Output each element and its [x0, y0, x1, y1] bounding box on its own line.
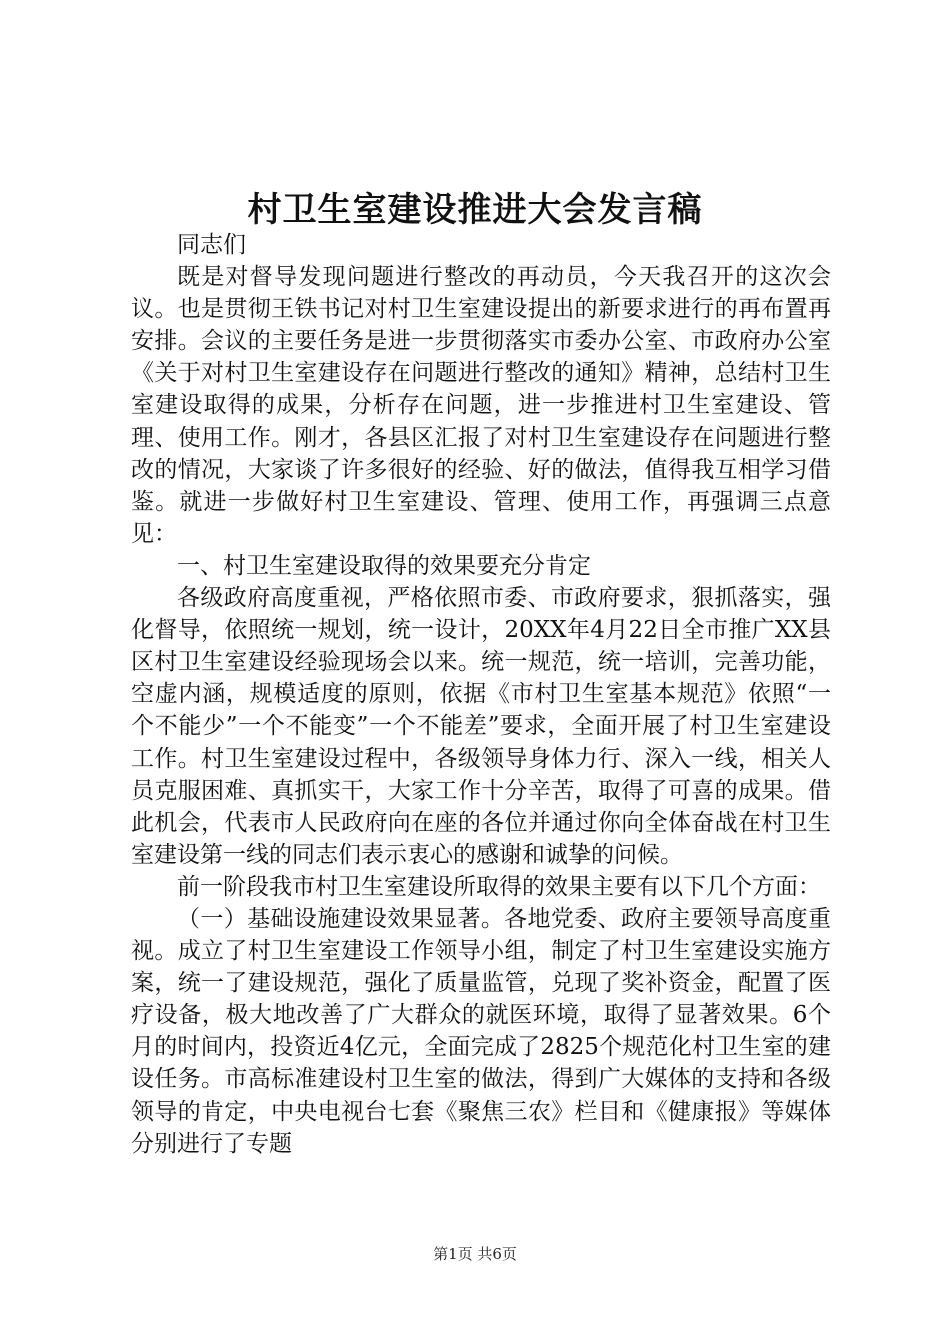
body-paragraph: 前一阶段我市村卫生室建设所取得的效果主要有以下几个方面： [177, 873, 821, 900]
salutation-paragraph: 同志们 [177, 232, 246, 258]
page-number-footer: 第1页 共6页 [433, 1245, 517, 1263]
document-title: 村卫生室建设推进大会发言稿 [247, 190, 703, 230]
intro-paragraph: 既是对督导发现问题进行整改的再动员，今天我召开的这次会议。也是贯彻王铁书记对村卫生室建设提出的新要求进行的再布置再安排。会议的主要任务是进一步贯彻落实市委办公室、市政府办公室《关于对村卫生室建设存在问题进行整改的通知》精神，总结村卫生室建设取得的成果，分析存在问题，进一步推进村卫生室建设、管理、使用工作。刚才，各县区汇报了对村卫生室建设存在问题进行整改的情况，大家谈了许多很好的经验、好的做法，值得我互相学习借鉴。就进一步做好村卫生室建设、管理、使用工作，再强调三点意见： [131, 264, 831, 547]
document-body [131, 229, 831, 1160]
subsection-paragraph: （一）基础设施建设效果显著。各地党委、政府主要领导高度重视。成立了村卫生室建设工作领导小组，制定了村卫生室建设实施方案，统一了建设规范，强化了质量监管，兑现了奖补资金，配置了医疗设备，极大地改善了广大群众的就医环境，取得了显著效果。6个月的时间内，投资近4亿元，全面完成了2825个规范化村卫生室的建设任务。市高标准建设村卫生室的做法，得到广大媒体的支持和各级领导的肯定，中央电视台七套《聚焦三农》栏目和《健康报》等媒体分别进行了专题 [131, 905, 831, 1157]
body-paragraph: 各级政府高度重视，严格依照市委、市政府要求，狠抓落实，强化督导，依照统一规划，统一设计，20XX年4月22日全市推广XX县区村卫生室建设经验现场会以来。统一规范，统一培训，完善功能，空虚内涵，规模适度的原则，依据《市村卫生室基本规范》依照“一个不能少”一个不能变”一个不能差”要求，全面开展了村卫生室建设工作。村卫生室建设过程中，各级领导身体力行、深入一线，相关人员克服困难、真抓实干，大家工作十分辛苦，取得了可喜的成果。借此机会，代表市人民政府向在座的各位并通过你向全体奋战在村卫生室建设第一线的同志们表示衷心的感谢和诚挚的问候。 [131, 585, 831, 868]
section-heading-1: 一、村卫生室建设取得的效果要充分肯定 [177, 552, 591, 579]
